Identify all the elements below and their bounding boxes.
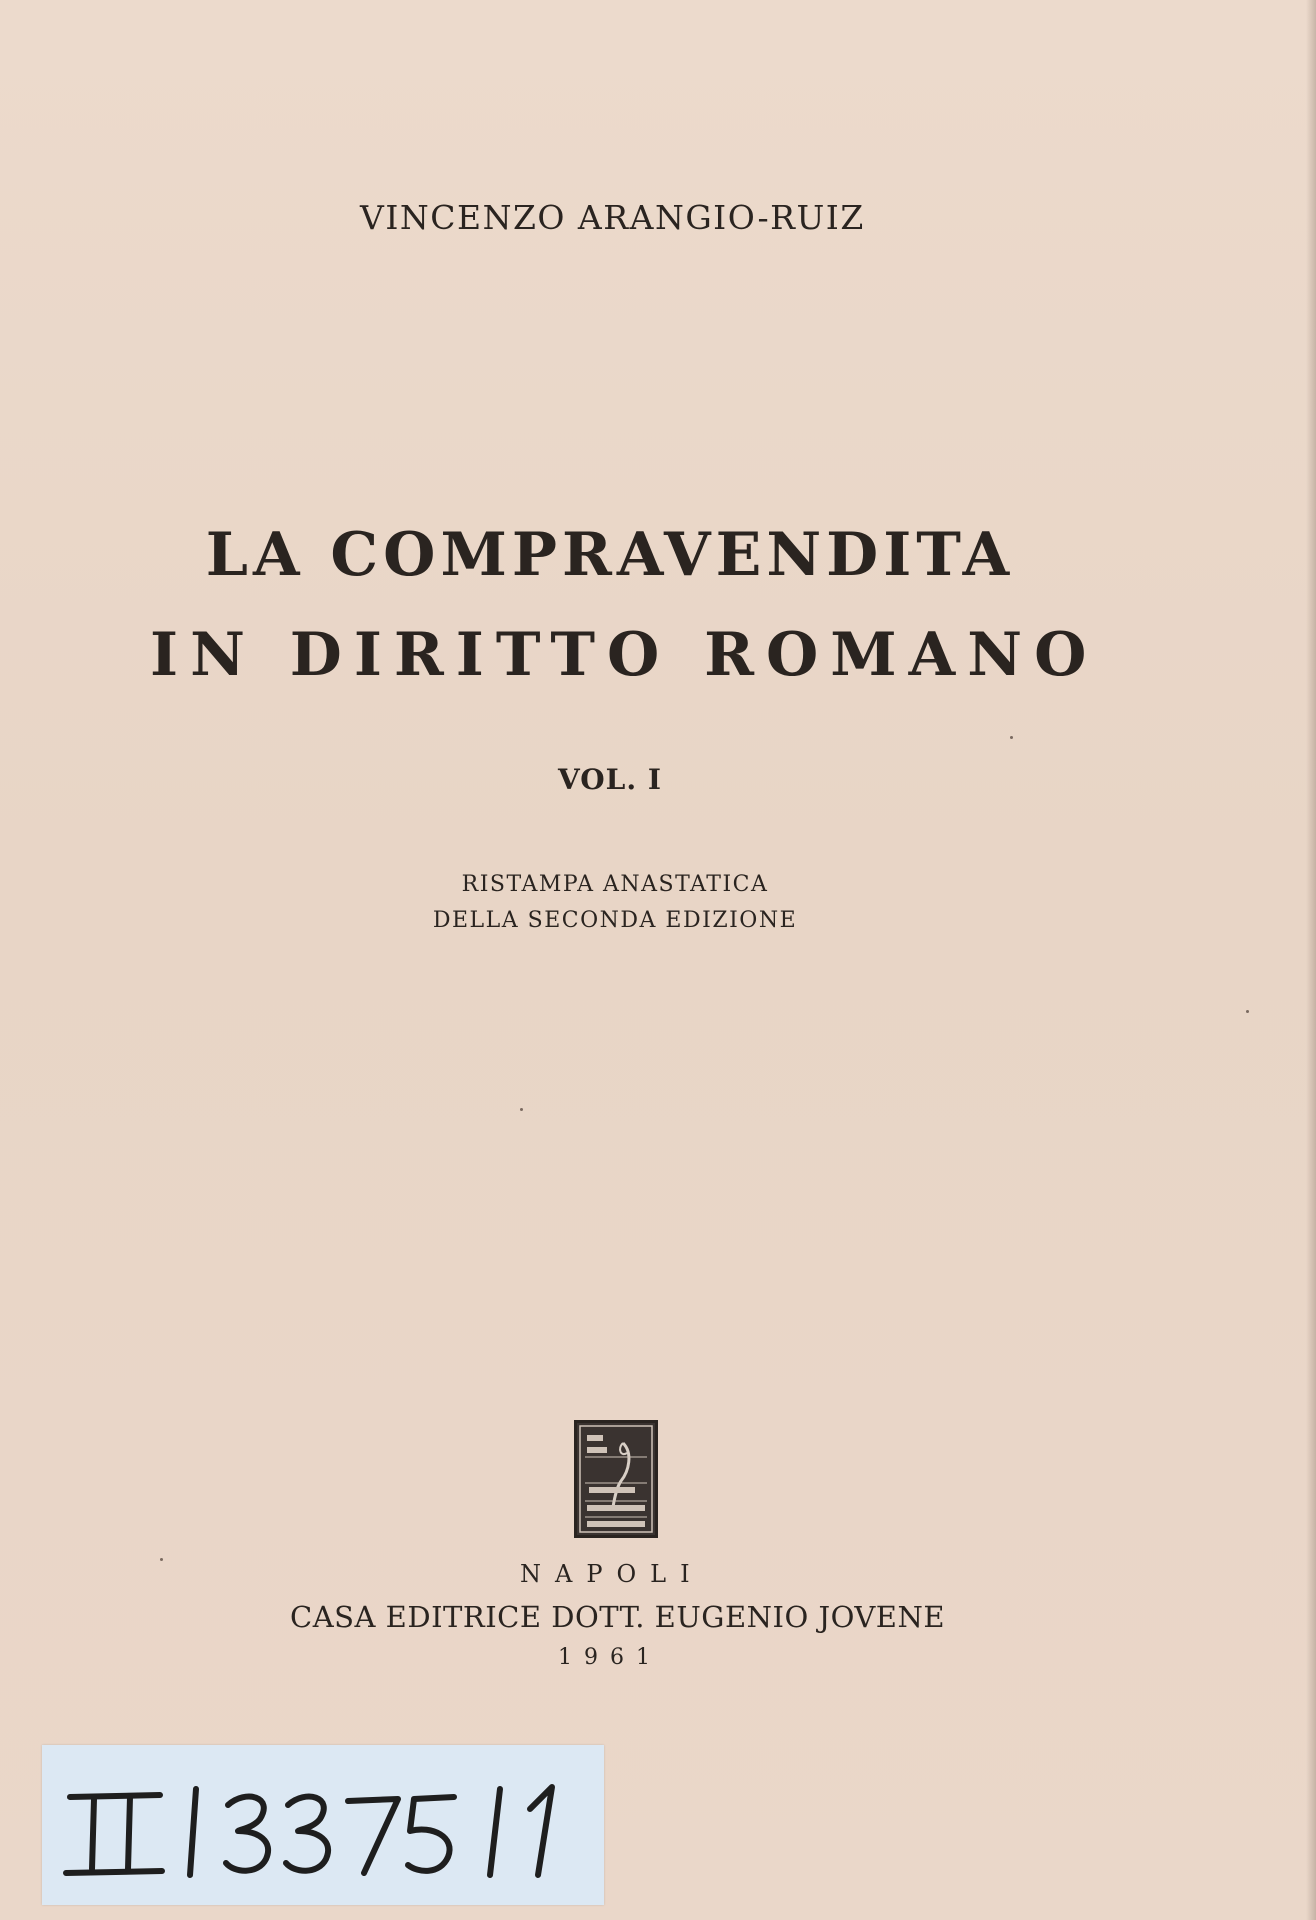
paper-speck (520, 1108, 523, 1111)
handwritten-shelf-mark (42, 1745, 604, 1905)
torch-emblem-icon (577, 1423, 655, 1535)
title-line-2: IN DIRITTO ROMANO (150, 620, 1099, 690)
publisher-mark (574, 1420, 658, 1538)
publisher-name: CASA EDITRICE DOTT. EUGENIO JOVENE (290, 1600, 945, 1634)
page-edge (1306, 0, 1316, 1920)
title-line-1: LA COMPRAVENDITA (205, 520, 1015, 590)
subtitle-line-1: RISTAMPA ANASTATICA (461, 872, 769, 897)
shelf-label-sticker (42, 1745, 604, 1905)
volume-label: VOL. I (558, 763, 662, 796)
publication-year: 1961 (558, 1645, 662, 1670)
publisher-city: NAPOLI (520, 1560, 704, 1588)
paper-speck (1010, 736, 1013, 739)
author-name: VINCENZO ARANGIO-RUIZ (360, 198, 865, 237)
paper-speck (160, 1558, 163, 1561)
paper-speck (1246, 1010, 1249, 1013)
subtitle-line-2: DELLA SECONDA EDIZIONE (432, 908, 798, 933)
